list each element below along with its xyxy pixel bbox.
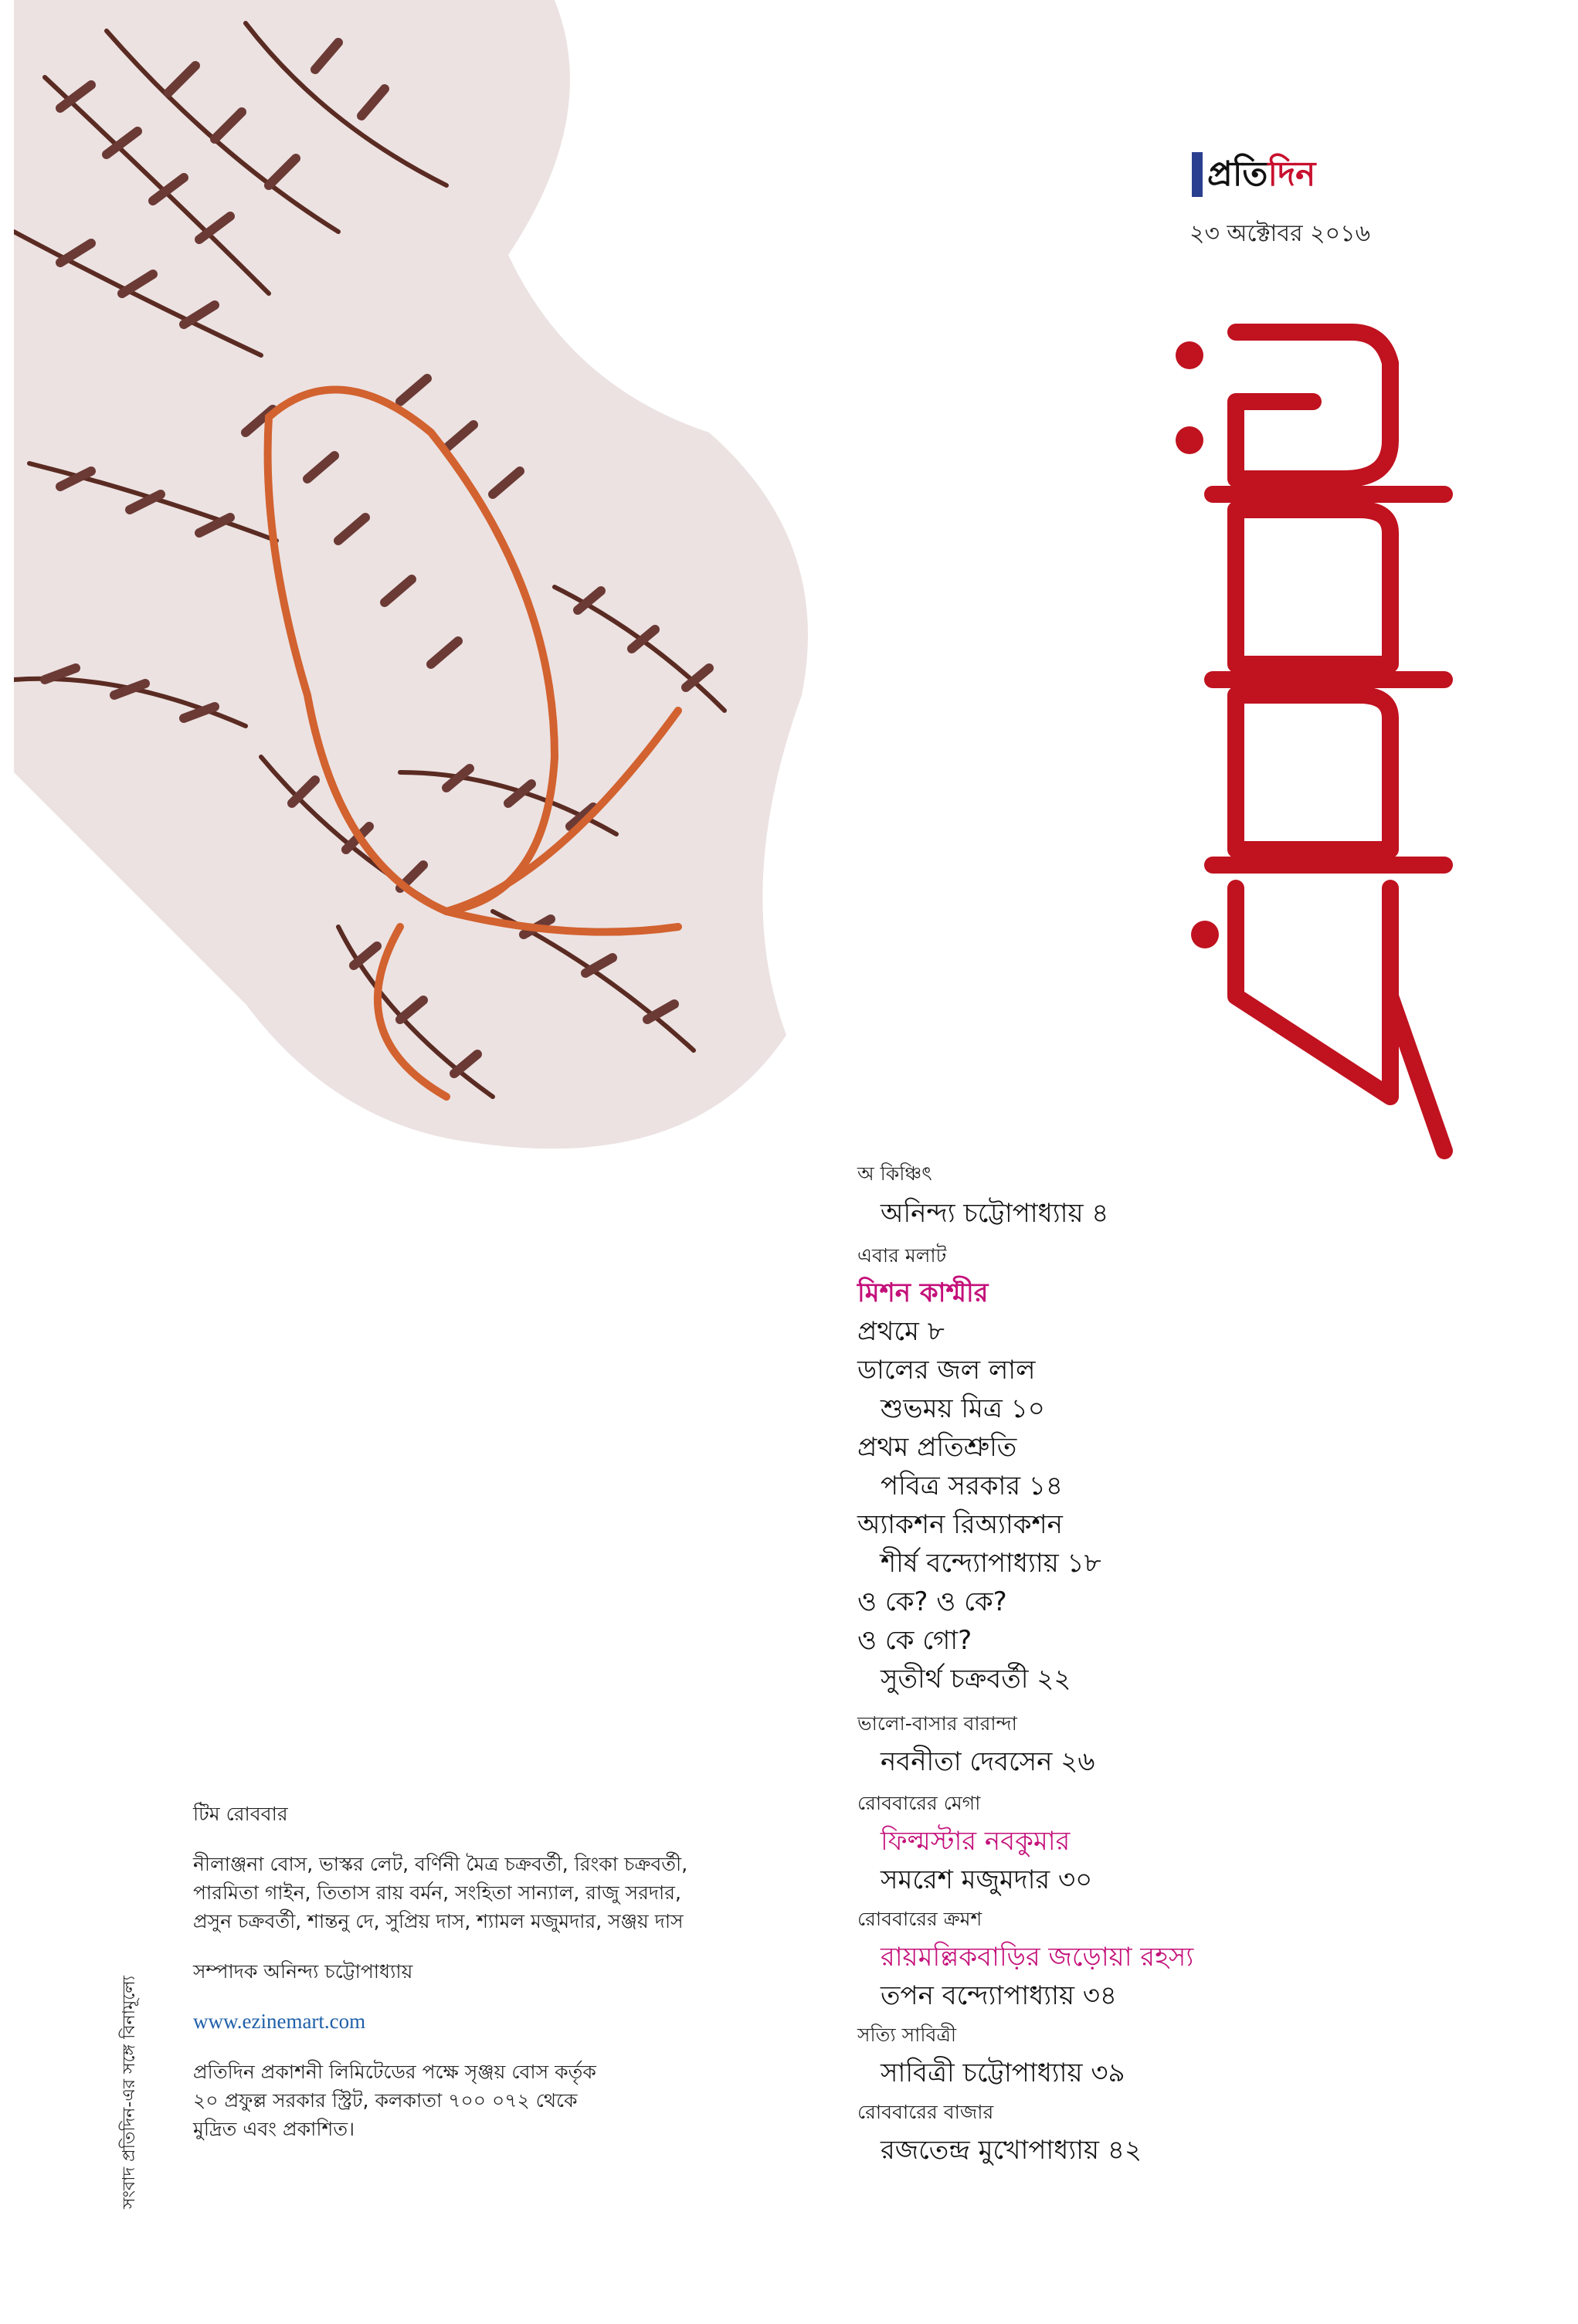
masthead-logo [1159, 301, 1468, 1189]
toc-section: ভালো-বাসার বারান্দা [857, 1712, 1017, 1735]
toc-author[interactable]: নবনীতা দেবসেন ২৬ [881, 1746, 1095, 1777]
brand-name-part2: দিন [1267, 154, 1316, 194]
toc-section: রোববারের মেগা [857, 1792, 981, 1814]
toc-title[interactable]: ডালের জল লাল [857, 1355, 1036, 1386]
editor-credit: সম্পাদক অনিন্দ্য চট্টোপাধ্যায় [193, 1960, 413, 1983]
brand-prefix: সংবাদ [1178, 179, 1189, 202]
issue-date: ২৩ অক্টোবর ২০১৬ [1189, 220, 1371, 247]
toc-author[interactable]: সুতীর্থ চক্রবর্তী ২২ [881, 1664, 1071, 1695]
toc-author[interactable]: শীর্ষ বন্দ্যোপাধ্যায় ১৮ [881, 1548, 1101, 1579]
brand-name-part1: প্রতি [1207, 154, 1268, 194]
toc-author[interactable]: অনিন্দ্য চট্টোপাধ্যায় ৪ [881, 1198, 1109, 1229]
toc-author[interactable]: সাবিত্রী চট্টোপাধ্যায় ৩৯ [881, 2058, 1125, 2088]
toc-title[interactable]: রায়মল্লিকবাড়ির জড়োয়া রহস্য [881, 1942, 1194, 1973]
toc-author[interactable]: সমরেশ মজুমদার ৩০ [881, 1864, 1093, 1895]
masthead-title: রোববার [1310, 1185, 1316, 1186]
brand-logo [1192, 151, 1315, 198]
team-line: প্রসুন চক্রবর্তী, শান্তনু দে, সুপ্রিয় দাস, শ্যামল মজুমদার, সঞ্জয় দাস [193, 1910, 684, 1932]
embroidery-artwork [14, 0, 848, 1205]
toc-title[interactable]: অ্যাকশন রিঅ্যাকশন [857, 1509, 1063, 1540]
brand-strip [1192, 152, 1203, 197]
toc-section: রোববারের ক্রমশ [857, 1908, 982, 1930]
toc-author[interactable]: তপন বন্দ্যোপাধ্যায় ৩৪ [881, 1980, 1117, 2011]
publisher-line: মুদ্রিত এবং প্রকাশিত। [193, 2118, 355, 2140]
toc-author[interactable]: শুভময় মিত্র ১০ [881, 1393, 1045, 1424]
website-link[interactable]: www.ezinemart.com [193, 2010, 366, 2033]
team-line: নীলাঞ্জনা বোস, ভাস্কর লেট, বর্ণিনী মৈত্র চক্রবর্তী, রিংকা চক্রবর্তী, [193, 1853, 688, 1875]
toc-section: এবার মলাট [857, 1244, 947, 1267]
embroidery-leaf-cluster [14, 0, 808, 1148]
team-label: টিম রোববার [193, 1803, 288, 1825]
publisher-line: প্রতিদিন প্রকাশনী লিমিটেডের পক্ষে সৃঞ্জয় বোস কর্তৃক [193, 2061, 596, 2083]
credits-block [193, 1800, 780, 2143]
toc-title[interactable]: প্রথমে ৮ [857, 1316, 945, 1347]
toc-section: রোববারের বাজার [857, 2101, 994, 2123]
toc-author[interactable]: পবিত্র সরকার ১৪ [881, 1471, 1063, 1501]
toc-section: সত্যি সাবিত্রী [857, 2024, 956, 2046]
toc-author[interactable]: রজতেন্দ্র মুখোপাধ্যায় ৪২ [881, 2135, 1142, 2166]
publisher-line: ২০ প্রফুল্ল সরকার স্ট্রিট, কলকাতা ৭০০ ০৭২ থেকে [193, 2089, 578, 2112]
toc-title[interactable]: ও কে গো? [857, 1625, 972, 1656]
toc-title[interactable]: প্রথম প্রতিশ্রুতি [857, 1432, 1017, 1463]
toc-title[interactable]: ফিল্মস্টার নবকুমার [881, 1826, 1071, 1857]
team-line: পারমিতা গাইন, তিতাস রায় বর্মন, সংহিতা সান্যাল, রাজু সরদার, [193, 1881, 681, 1904]
toc-title[interactable]: ও কে? ও কে? [857, 1586, 1007, 1617]
vertical-note: সংবাদ প্রতিদিন-এর সঙ্গে বিনামূল্যে [120, 1976, 139, 2209]
toc-title[interactable]: মিশন কাশ্মীর [857, 1277, 989, 1308]
toc-section: অ কিঞ্চিৎ [857, 1162, 932, 1185]
